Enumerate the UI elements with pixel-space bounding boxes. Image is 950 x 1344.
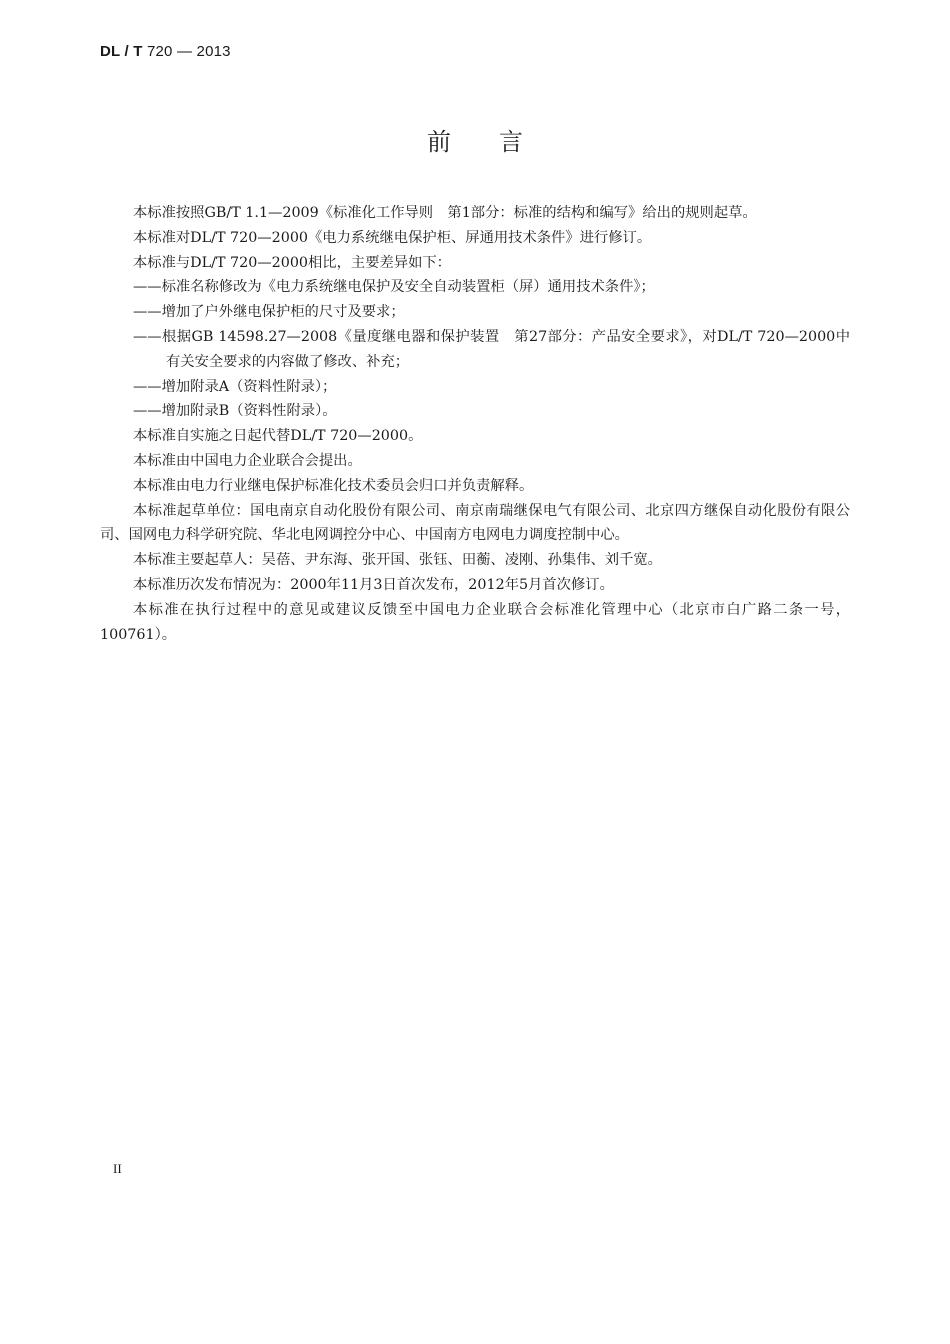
paragraph: 本标准自实施之日起代替DL/T 720—2000。 xyxy=(133,428,423,445)
list-item: ——根据GB 14598.27—2008《量度继电器和保护装置 第27部分：产品安全要求》，对DL/T 720—2000中有关安全要求的内容做了修改、补充； xyxy=(133,328,850,370)
paragraph: 本标准由中国电力企业联合会提出。 xyxy=(133,452,362,469)
paragraph: 本标准主要起草人：吴蓓、尹东海、张开国、张钰、田蘅、凌刚、孙集伟、刘千宽。 xyxy=(133,552,662,569)
foreword-body xyxy=(100,201,850,647)
page-title: 前言 xyxy=(427,128,571,156)
standard-number: 720 — 2013 xyxy=(146,43,231,60)
page-number: II xyxy=(113,1161,122,1176)
standard-code: DL / T xyxy=(100,43,143,60)
list-item: ——增加附录A（资料性附录）； xyxy=(133,378,337,395)
paragraph: 本标准与DL/T 720—2000相比，主要差异如下： xyxy=(133,254,451,271)
paragraph: 本标准在执行过程中的意见或建议反馈至中国电力企业联合会标准化管理中心（北京市白广路二条一号，100761）。 xyxy=(100,601,850,643)
paragraph: 本标准对DL/T 720—2000《电力系统继电保护柜、屏通用技术条件》进行修订。 xyxy=(133,229,652,246)
paragraph: 本标准由电力行业继电保护标准化技术委员会归口并负责解释。 xyxy=(133,477,534,494)
document-code-header xyxy=(100,43,231,60)
list-item: ——标准名称修改为《电力系统继电保护及安全自动装置柜（屏）通用技术条件》； xyxy=(133,279,655,296)
list-item: ——增加附录B（资料性附录）。 xyxy=(133,403,337,420)
paragraph: 本标准起草单位：国电南京自动化股份有限公司、南京南瑞继保电气有限公司、北京四方继保自动化股份有限公司、国网电力科学研究院、华北电网调控分中心、中国南方电网电力调度控制中心。 xyxy=(100,502,850,544)
paragraph: 本标准历次发布情况为：2000年11月3日首次发布，2012年5月首次修订。 xyxy=(133,576,614,593)
list-item: ——增加了户外继电保护柜的尺寸及要求； xyxy=(133,304,405,321)
paragraph: 本标准按照GB/T 1.1—2009《标准化工作导则 第1部分：标准的结构和编写》给出的规则起草。 xyxy=(133,205,757,221)
